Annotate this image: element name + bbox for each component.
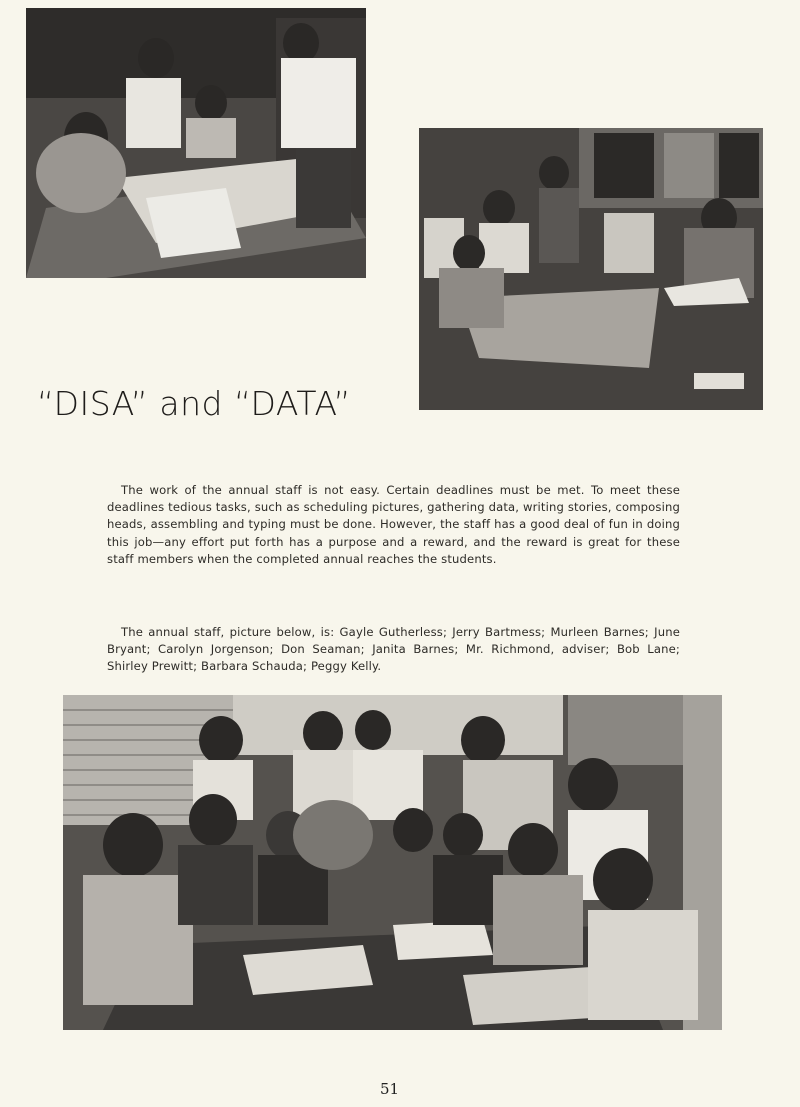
photo-image: [63, 695, 722, 1030]
photo-staff-at-window: [419, 128, 763, 410]
photo-image: [419, 128, 763, 410]
photo-annual-staff-group: [63, 695, 722, 1030]
page-title: “DISA” and “DATA”: [37, 384, 352, 424]
paragraph-text: The annual staff, picture below, is: Gayle Gutherless; Jerry Bartmess; Murleen Barnes; June Bryant; Carolyn Jorgenson; Don Seaman; Janita Barnes; Mr. Richmond, adviser; Bob Lane; Shirley Prewitt; Barbara Schauda; Peggy Kelly.: [107, 624, 680, 674]
body-paragraph-staff-list: [107, 624, 680, 676]
paragraph-text: The work of the annual staff is not easy. Certain deadlines must be met. To meet these deadlines tedious tasks, such as scheduling pictures, gathering data, writing stories, composing heads, assembling and typing must be done. However, the staff has a good deal of fun in doing this job—any effort put forth has a purpose and a reward, and the reward is great for these staff members when the completed annual reaches the students.: [107, 482, 680, 567]
photo-image: [26, 8, 366, 278]
body-paragraph-work-description: [107, 482, 680, 569]
photo-staff-layout-table: [26, 8, 366, 278]
page-number: 51: [380, 1080, 400, 1098]
